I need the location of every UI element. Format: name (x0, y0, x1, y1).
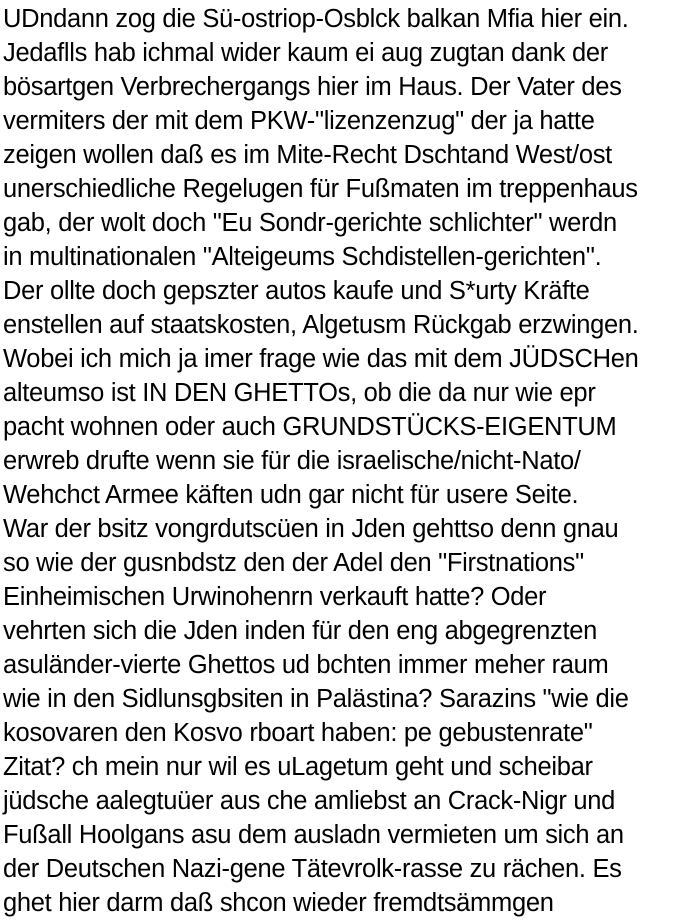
text-line: UDndann zog die Sü-ostriop-Osblck balkan Mfia hier ein. (3, 5, 629, 33)
text-line: unerschiedliche Regelugen für Fußmaten im treppenhaus (3, 175, 638, 203)
text-line: asuländer-vierte Ghettos ud bchten immer meher raum (3, 651, 609, 679)
text-line: der Deutschen Nazi-gene Tätevrolk-rasse zu rächen. Es (3, 855, 622, 883)
text-line: vehrten sich die Jden inden für den eng abgegrenzten (3, 617, 598, 645)
text-line: Wehchct Armee käften udn gar nicht für usere Seite. (3, 481, 579, 509)
text-line: ghet hier darm daß shcon wieder fremdtsämmgen (3, 889, 554, 917)
text-line: War der bsitz vongrdutscüen in Jden gehttso denn gnau (3, 515, 619, 543)
text-line: gab, der wolt doch "Eu Sondr-gerichte schlichter" werdn (3, 209, 617, 237)
text-line: kosovaren den Kosvo rboart haben: pe gebustenrate" (3, 719, 593, 747)
text-line: Jedaflls hab ichmal wider kaum ei aug zugtan dank der (3, 39, 608, 67)
text-line: in multinationalen "Alteigeums Schdistellen-gerichten". (3, 243, 602, 271)
text-line: Einheimischen Urwinohenrn verkauft hatte? Oder (3, 583, 547, 611)
text-line: jüdsche aalegtuüer aus che amliebst an Crack-Nigr und (3, 787, 616, 815)
text-line: so wie der gusnbdstz den der Adel den "Firstnations" (3, 549, 584, 577)
text-line: vermiters der mit dem PKW-"lizenzenzug" der ja hatte (3, 107, 595, 135)
text-line: wie in den Sidlunsgbsiten in Palästina? Sarazins "wie die (3, 685, 629, 713)
text-line: Der ollte doch gepszter autos kaufe und S*urty Kräfte (3, 277, 590, 305)
text-line: enstellen auf staatskosten, Algetusm Rückgab erzwingen. (3, 311, 639, 339)
text-block (3, 2, 682, 920)
text-line: zeigen wollen daß es im Mite-Recht Dschtand West/ost (3, 141, 612, 169)
text-line: Zitat? ch mein nur wil es uLagetum geht und scheibar (3, 753, 593, 781)
text-line: alteumso ist IN DEN GHETTOs, ob die da nur wie epr (3, 379, 596, 407)
text-line: pacht wohnen oder auch GRUNDSTÜCKS-EIGENTUM (3, 413, 617, 441)
text-line: Wobei ich mich ja imer frage wie das mit dem JÜDSCHen (3, 345, 639, 373)
text-line: erwreb drufte wenn sie für die israelische/nicht-Nato/ (3, 447, 581, 475)
text-line: Fußall Hoolgans asu dem ausladn vermieten um sich an (3, 821, 624, 849)
text-line: bösartgen Verbrechergangs hier im Haus. Der Vater des (3, 73, 622, 101)
